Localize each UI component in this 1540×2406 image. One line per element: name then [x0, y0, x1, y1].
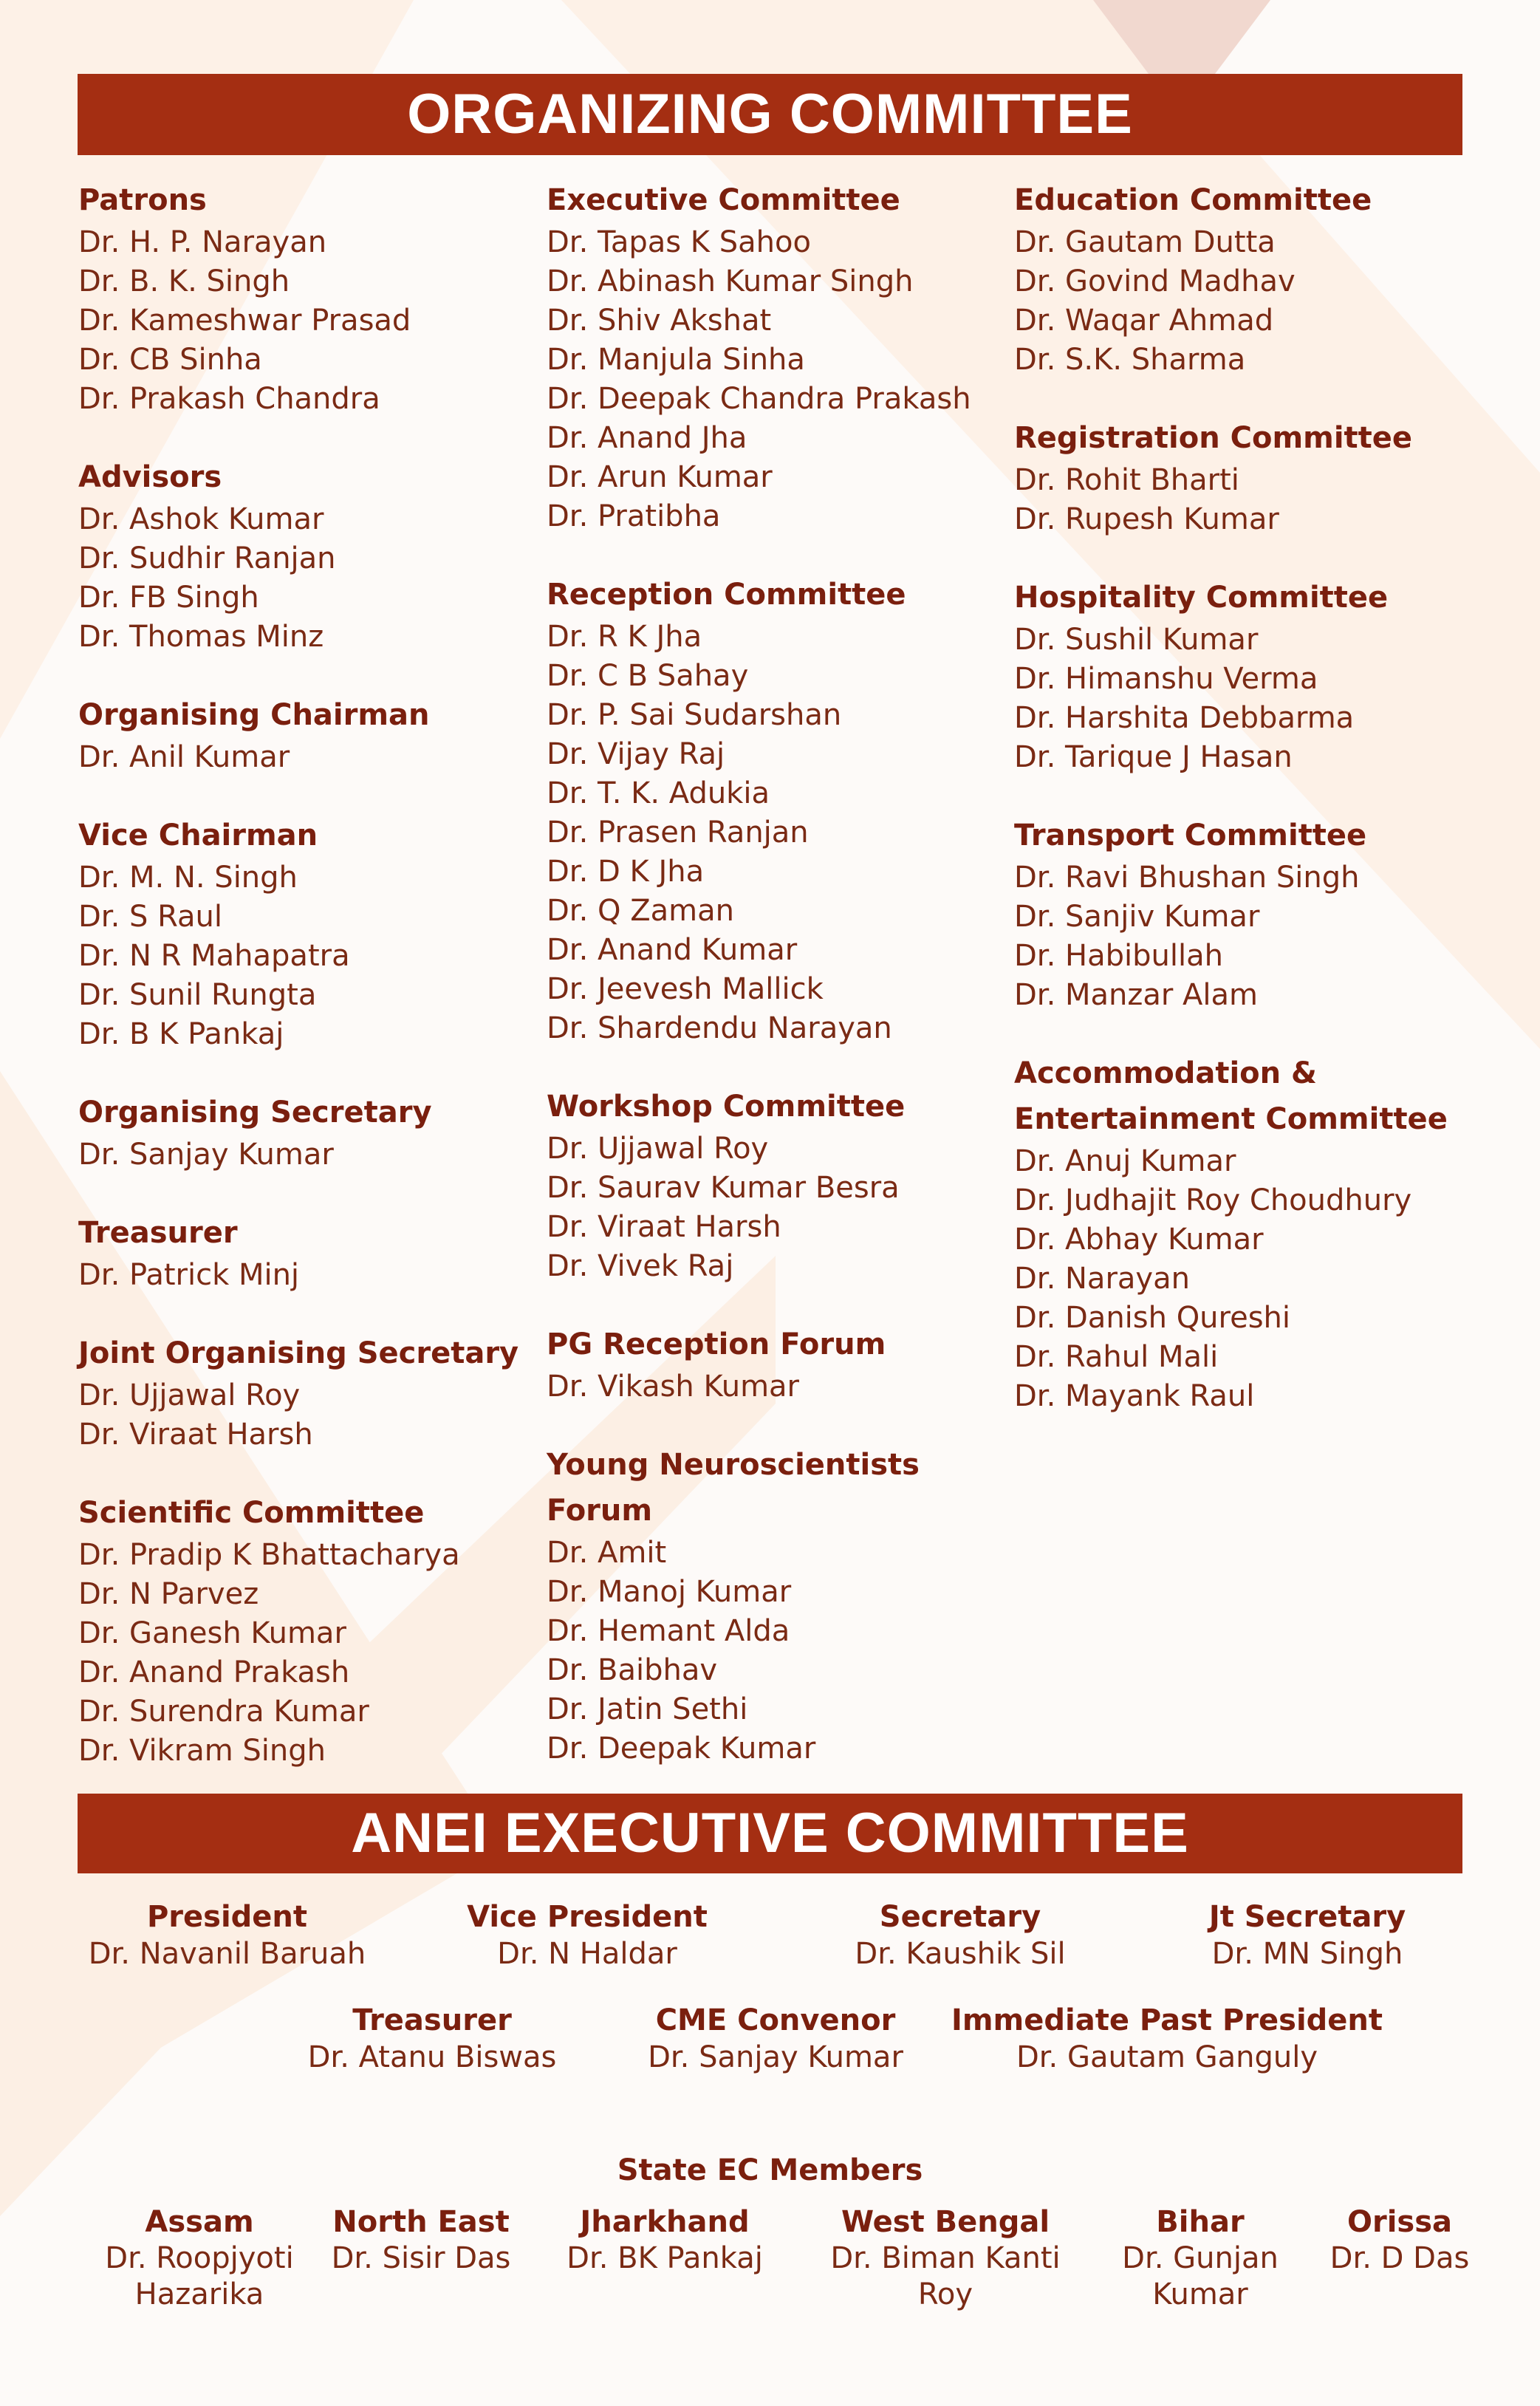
member-name: Dr. S.K. Sharma — [1014, 343, 1246, 377]
member-name: Dr. T. K. Adukia — [547, 776, 770, 810]
member-name: Dr. N Haldar — [497, 1937, 677, 1971]
state-west-bengal — [820, 2204, 1071, 2313]
member-name: Dr. Waqar Ahmad — [1014, 304, 1274, 338]
exec-president — [78, 1899, 377, 1972]
member-name: Dr. Anand Kumar — [547, 933, 798, 967]
member-name: Dr. Viraat Harsh — [78, 1418, 313, 1452]
section-transport-committee — [1014, 813, 1494, 1015]
exec-cme-convenor — [628, 2002, 923, 2076]
section-registration-committee — [1014, 415, 1494, 539]
state-north-east — [318, 2204, 524, 2277]
section-title: Advisors — [78, 460, 222, 494]
member-name: Dr. Anand Jha — [547, 421, 747, 455]
state-ec-members-title: State EC Members — [617, 2153, 923, 2187]
member-name: Dr. C B Sahay — [547, 659, 749, 693]
member-name: Dr. Vivek Raj — [547, 1249, 734, 1283]
member-name: Dr. Deepak Chandra Prakash — [547, 382, 971, 416]
role-label: Secretary — [879, 1900, 1041, 1934]
member-name: Dr. Kaushik Sil — [855, 1937, 1066, 1971]
section-title: Accommodation & Entertainment Committee — [1014, 1056, 1448, 1136]
member-name: Dr. Manzar Alam — [1014, 978, 1258, 1012]
member-name: Dr. Patrick Minj — [78, 1258, 300, 1292]
role-label: Vice President — [467, 1900, 708, 1934]
section-executive-committee — [547, 177, 990, 536]
section-accommodation-and-entertainment-committee — [1014, 1050, 1494, 1416]
member-name: Dr. M. N. Singh — [78, 861, 298, 895]
committee-column-2 — [547, 177, 990, 1804]
section-treasurer — [78, 1210, 521, 1295]
member-name: Dr. Ujjawal Roy — [78, 1378, 301, 1412]
member-name: Dr. Gautam Ganguly — [1016, 2040, 1318, 2074]
member-name: Dr. Ganesh Kumar — [78, 1616, 346, 1650]
role-label: President — [146, 1900, 308, 1934]
member-name: Dr. Sudhir Ranjan — [78, 541, 336, 575]
state-label: Bihar — [1156, 2205, 1245, 2239]
section-title: Vice Chairman — [78, 818, 318, 852]
exec-immediate-past-president — [938, 2002, 1396, 2076]
member-name: Dr. Jeevesh Mallick — [547, 972, 824, 1006]
state-jharkhand — [547, 2204, 783, 2277]
member-name: Dr. Sushil Kumar — [1014, 623, 1259, 657]
member-name: Dr. Navanil Baruah — [88, 1937, 366, 1971]
section-title: Organising Chairman — [78, 698, 430, 732]
section-education-committee — [1014, 177, 1494, 380]
member-name: Dr. Manoj Kumar — [547, 1575, 792, 1609]
member-name: Dr. Sanjay Kumar — [648, 2040, 903, 2074]
member-name: Dr. Rupesh Kumar — [1014, 502, 1279, 536]
section-title: Treasurer — [78, 1216, 238, 1250]
member-name: Dr. Ujjawal Roy — [547, 1132, 769, 1166]
exec-jt-secretary — [1160, 1899, 1455, 1972]
state-orissa — [1311, 2204, 1488, 2277]
member-name: Dr. Arun Kumar — [547, 460, 773, 494]
member-name: Dr. Prakash Chandra — [78, 382, 380, 416]
member-name: Dr. Atanu Biswas — [307, 2040, 557, 2074]
member-name: Dr. Shiv Akshat — [547, 304, 772, 338]
member-name: Dr. Sanjiv Kumar — [1014, 900, 1260, 934]
member-name: Dr. Shardendu Narayan — [547, 1011, 892, 1045]
member-name: Dr. Vijay Raj — [547, 737, 725, 771]
member-name: Dr. Gunjan Kumar — [1122, 2241, 1279, 2311]
exec-secretary — [812, 1899, 1108, 1972]
section-organising-secretary — [78, 1090, 521, 1175]
section-title: Executive Committee — [547, 183, 900, 217]
member-name: Dr. Sanjay Kumar — [78, 1138, 334, 1172]
member-name: Dr. R K Jha — [547, 620, 702, 654]
exec-vice-president — [439, 1899, 735, 1972]
member-name: Dr. Deepak Kumar — [547, 1732, 816, 1766]
member-name: Dr. Vikash Kumar — [547, 1370, 799, 1404]
section-pg-reception-forum — [547, 1322, 990, 1407]
member-name: Dr. N Parvez — [78, 1577, 259, 1611]
member-name: Dr. Sisir Das — [331, 2241, 511, 2275]
member-name: Dr. Rohit Bharti — [1014, 463, 1239, 497]
member-name: Dr. Danish Qureshi — [1014, 1301, 1291, 1335]
state-label: West Bengal — [841, 2205, 1050, 2239]
member-name: Dr. N R Mahapatra — [78, 939, 350, 973]
section-title: Workshop Committee — [547, 1090, 906, 1124]
member-name: Dr. Habibullah — [1014, 939, 1223, 973]
member-name: Dr. BK Pankaj — [567, 2241, 763, 2275]
member-name: Dr. Ravi Bhushan Singh — [1014, 861, 1360, 895]
member-name: Dr. Tapas K Sahoo — [547, 225, 811, 259]
member-name: Dr. Manjula Sinha — [547, 343, 805, 377]
member-name: Dr. Pradip K Bhattacharya — [78, 1538, 460, 1572]
state-label: Orissa — [1346, 2205, 1453, 2239]
member-name: Dr. D Das — [1329, 2241, 1470, 2275]
section-hospitality-committee — [1014, 575, 1494, 777]
section-title: Registration Committee — [1014, 421, 1413, 455]
member-name: Dr. Mayank Raul — [1014, 1379, 1255, 1413]
section-reception-committee — [547, 572, 990, 1048]
section-title: Scientific Committee — [78, 1496, 425, 1530]
state-bihar — [1112, 2204, 1289, 2313]
member-name: Dr. Judhajit Roy Choudhury — [1014, 1183, 1412, 1217]
member-name: Dr. Amit — [547, 1536, 667, 1570]
member-name: Dr. Baibhav — [547, 1653, 717, 1687]
section-patrons — [78, 177, 521, 419]
committee-column-1 — [78, 177, 521, 1806]
member-name: Dr. Anil Kumar — [78, 740, 290, 774]
member-name: Dr. Sunil Rungta — [78, 978, 317, 1012]
section-title: Hospitality Committee — [1014, 581, 1389, 615]
member-name: Dr. Anand Prakash — [78, 1655, 350, 1689]
member-name: Dr. Anuj Kumar — [1014, 1144, 1236, 1178]
member-name: Dr. P. Sai Sudarshan — [547, 698, 842, 732]
section-vice-chairman — [78, 813, 521, 1054]
member-name: Dr. CB Sinha — [78, 343, 262, 377]
member-name: Dr. Q Zaman — [547, 894, 734, 928]
section-scientific-committee — [78, 1490, 521, 1771]
state-assam — [89, 2204, 310, 2313]
member-name: Dr. Thomas Minz — [78, 620, 324, 654]
member-name: Dr. Narayan — [1014, 1262, 1190, 1296]
member-name: Dr. Gautam Dutta — [1014, 225, 1276, 259]
member-name: Dr. Ashok Kumar — [78, 502, 324, 536]
member-name: Dr. Surendra Kumar — [78, 1695, 369, 1729]
section-joint-organising-secretary — [78, 1330, 521, 1455]
anei-executive-committee-banner: ANEI EXECUTIVE COMMITTEE — [78, 1794, 1462, 1873]
member-name: Dr. Abhay Kumar — [1014, 1223, 1264, 1257]
member-name: Dr. Viraat Harsh — [547, 1210, 781, 1244]
member-name: Dr. Kameshwar Prasad — [78, 304, 411, 338]
section-title: Organising Secretary — [78, 1096, 432, 1129]
member-name: Dr. Roopjyoti Hazarika — [105, 2241, 294, 2311]
state-label: Assam — [145, 2205, 254, 2239]
role-label: Treasurer — [352, 2003, 512, 2037]
member-name: Dr. Vikram Singh — [78, 1734, 326, 1768]
member-name: Dr. Hemant Alda — [547, 1614, 790, 1648]
section-workshop-committee — [547, 1084, 990, 1286]
member-name: Dr. Biman Kanti Roy — [830, 2241, 1061, 2311]
member-name: Dr. MN Singh — [1211, 1937, 1403, 1971]
section-title: Young Neuroscientists Forum — [547, 1448, 920, 1528]
exec-treasurer — [284, 2002, 580, 2076]
member-name: Dr. S Raul — [78, 900, 222, 934]
member-name: Dr. Tarique J Hasan — [1014, 740, 1293, 774]
member-name: Dr. Himanshu Verma — [1014, 662, 1318, 696]
state-label: North East — [332, 2205, 510, 2239]
member-name: Dr. Govind Madhav — [1014, 264, 1296, 298]
committee-column-3 — [1014, 177, 1494, 1452]
member-name: Dr. Jatin Sethi — [547, 1692, 748, 1726]
member-name: Dr. Saurav Kumar Besra — [547, 1171, 900, 1205]
section-advisors — [78, 454, 521, 657]
role-label: CME Convenor — [655, 2003, 896, 2037]
member-name: Dr. B. K. Singh — [78, 264, 290, 298]
section-title: PG Reception Forum — [547, 1327, 886, 1361]
member-name: Dr. Harshita Debbarma — [1014, 701, 1355, 735]
role-label: Jt Secretary — [1208, 1900, 1406, 1934]
section-title: Patrons — [78, 183, 207, 217]
section-title: Education Committee — [1014, 183, 1372, 217]
section-young-neuroscientists-forum — [547, 1442, 990, 1768]
section-title: Transport Committee — [1014, 818, 1367, 852]
member-name: Dr. Abinash Kumar Singh — [547, 264, 914, 298]
member-name: Dr. B K Pankaj — [78, 1017, 284, 1051]
section-organising-chairman — [78, 692, 521, 777]
member-name: Dr. Rahul Mali — [1014, 1340, 1219, 1374]
member-name: Dr. H. P. Narayan — [78, 225, 327, 259]
member-name: Dr. D K Jha — [547, 855, 705, 889]
state-label: Jharkhand — [580, 2205, 750, 2239]
member-name: Dr. Pratibha — [547, 499, 721, 533]
section-title: Joint Organising Secretary — [78, 1336, 519, 1370]
member-name: Dr. FB Singh — [78, 581, 259, 615]
section-title: Reception Committee — [547, 578, 906, 612]
role-label: Immediate Past President — [951, 2003, 1383, 2037]
member-name: Dr. Prasen Ranjan — [547, 816, 809, 850]
organizing-committee-banner: ORGANIZING COMMITTEE — [78, 74, 1462, 155]
